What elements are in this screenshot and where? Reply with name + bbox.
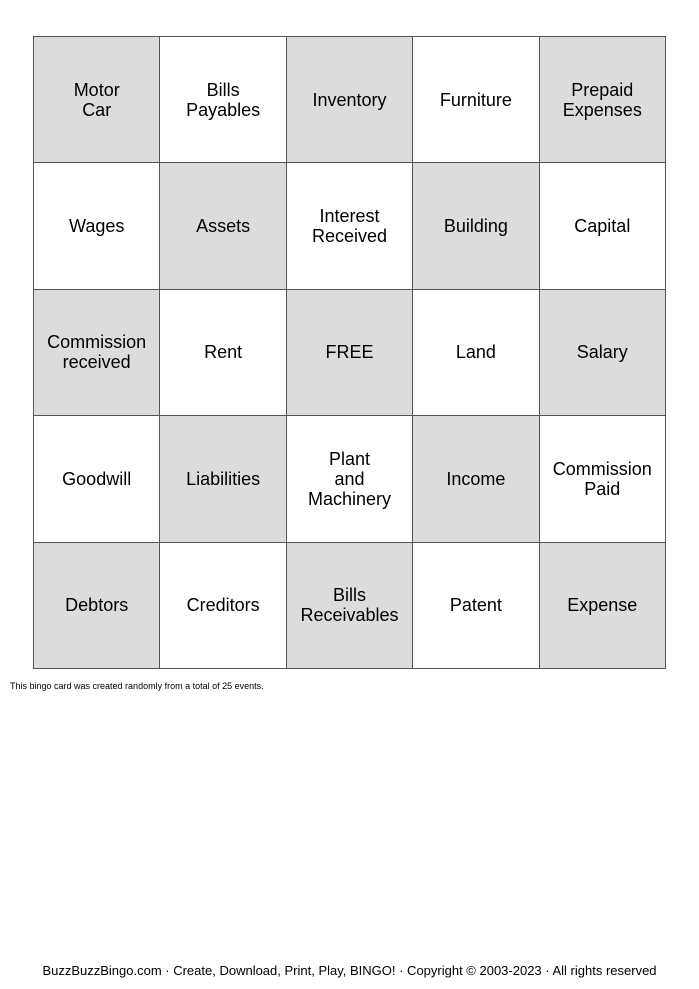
bingo-cell: [34, 163, 160, 289]
bingo-cell: [34, 290, 160, 416]
bingo-cell: [540, 163, 666, 289]
bingo-cell: [413, 416, 539, 542]
bingo-cell-label: Goodwill: [62, 468, 132, 489]
bingo-cell-label: Liabilities: [186, 468, 261, 489]
bingo-cell-label: Income: [446, 468, 506, 489]
bingo-cell: [287, 37, 413, 163]
bingo-cell: [34, 37, 160, 163]
bingo-cell: [160, 416, 286, 542]
bingo-cell: [540, 290, 666, 416]
bingo-cell: [34, 416, 160, 542]
bingo-cell-label: Debtors: [65, 595, 129, 616]
bingo-cell-label: Assets: [196, 216, 251, 237]
bingo-cell-label: Motor Car: [73, 79, 120, 120]
bingo-cell: [540, 543, 666, 669]
bingo-cell-label: Creditors: [186, 595, 260, 616]
bingo-cell-label: Interest Received: [311, 206, 388, 247]
bingo-cell-label: Building: [443, 216, 508, 237]
bingo-cell: [540, 37, 666, 163]
card-generation-note: This bingo card was created randomly from a total of 25 events.: [10, 681, 264, 691]
bingo-cell: [413, 37, 539, 163]
bingo-cell-label: Bills Payables: [186, 79, 261, 120]
bingo-cell: [160, 543, 286, 669]
bingo-cell: [413, 290, 539, 416]
bingo-cell: [287, 416, 413, 542]
bingo-cell: [160, 290, 286, 416]
bingo-cell: [540, 416, 666, 542]
bingo-cell-label: Prepaid Expenses: [562, 79, 642, 120]
bingo-cell-label: Rent: [204, 342, 243, 363]
bingo-cell-label: Patent: [449, 595, 502, 616]
bingo-cell: [160, 37, 286, 163]
bingo-cell-label: FREE: [325, 342, 374, 363]
bingo-cell-label: Commission received: [47, 332, 147, 373]
bingo-cell-label: Inventory: [312, 89, 387, 110]
bingo-cell-label: Bills Receivables: [300, 585, 399, 626]
bingo-cell-label: Commission Paid: [552, 458, 652, 499]
page-footer: BuzzBuzzBingo.com · Create, Download, Print, Play, BINGO! · Copyright © 2003-2023 · All rights reserved: [42, 963, 657, 978]
bingo-cell: [413, 543, 539, 669]
bingo-cell-label: Capital: [574, 216, 631, 237]
bingo-cell: [413, 163, 539, 289]
bingo-card-grid: [33, 36, 666, 669]
bingo-cell: [287, 163, 413, 289]
bingo-cell-free: [287, 290, 413, 416]
bingo-cell: [160, 163, 286, 289]
bingo-cell-label: Plant and Machinery: [307, 448, 391, 509]
bingo-cell-label: Land: [455, 342, 496, 363]
bingo-cell-label: Expense: [567, 595, 638, 616]
bingo-cell: [34, 543, 160, 669]
bingo-cell-label: Furniture: [439, 89, 512, 110]
bingo-cell-label: Wages: [69, 216, 125, 237]
bingo-cell-label: Salary: [576, 342, 628, 363]
bingo-cell: [287, 543, 413, 669]
